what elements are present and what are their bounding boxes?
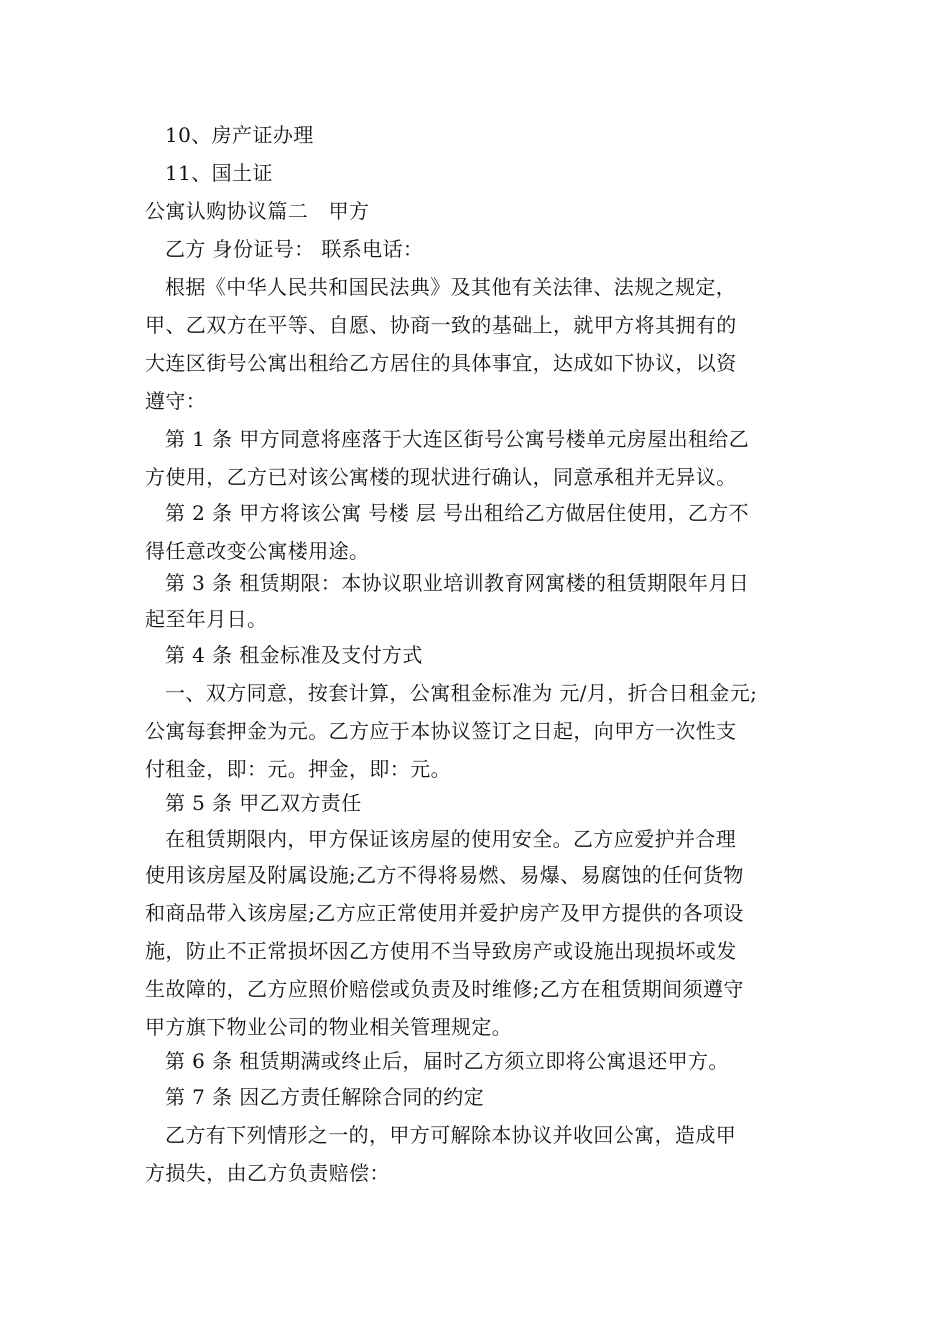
paragraph-line: 付租金，即：元。押金，即：元。 — [145, 757, 451, 781]
paragraph-line: 大连区街号公寓出租给乙方居住的具体事宜，达成如下协议，以资 — [145, 351, 737, 375]
paragraph-line: 施，防止不正常损坏因乙方使用不当导致房产或设施出现损坏或发 — [145, 939, 737, 963]
party-b-info: 乙方 身份证号： 联系电话： — [165, 237, 424, 261]
article-2: 第 2 条 甲方将该公寓 号楼 层 号出租给乙方做居住使用，乙方不 — [165, 501, 750, 525]
paragraph-line: 遵守： — [145, 389, 207, 413]
article-4: 第 4 条 租金标准及支付方式 — [165, 643, 423, 667]
article-1: 第 1 条 甲方同意将座落于大连区街号公寓号楼单元房屋出租给乙 — [165, 427, 750, 451]
paragraph-line: 甲方旗下物业公司的物业相关管理规定。 — [145, 1015, 513, 1039]
list-item-land-certificate: 11、国土证 — [165, 161, 273, 185]
paragraph-line: 甲、乙双方在平等、自愿、协商一致的基础上，就甲方将其拥有的 — [145, 313, 737, 337]
paragraph-line: 和商品带入该房屋;乙方应正常使用并爱护房产及甲方提供的各项设 — [145, 901, 744, 925]
paragraph-line: 一、双方同意，按套计算，公寓租金标准为 元/月，折合日租金元; — [165, 681, 758, 705]
paragraph-line: 生故障的，乙方应照价赔偿或负责及时维修;乙方在租赁期间须遵守 — [145, 977, 744, 1001]
paragraph-line: 在租赁期限内，甲方保证该房屋的使用安全。乙方应爱护并合理 — [165, 827, 737, 851]
article-7: 第 7 条 因乙方责任解除合同的约定 — [165, 1085, 484, 1109]
paragraph-line: 方损失，由乙方负责赔偿： — [145, 1161, 390, 1185]
list-item-property-certificate: 10、房产证办理 — [165, 123, 314, 147]
paragraph-line: 起至年月日。 — [145, 607, 268, 631]
paragraph-line: 得任意改变公寓楼用途。 — [145, 539, 370, 563]
paragraph-line: 方使用，乙方已对该公寓楼的现状进行确认，同意承租并无异议。 — [145, 465, 737, 489]
article-6: 第 6 条 租赁期满或终止后，届时乙方须立即将公寓退还甲方。 — [165, 1049, 729, 1073]
article-3: 第 3 条 租赁期限：本协议职业培训教育网寓楼的租赁期限年月日 — [165, 571, 750, 595]
section-heading: 公寓认购协议篇二 甲方 — [145, 199, 370, 223]
paragraph-line: 公寓每套押金为元。乙方应于本协议签订之日起，向甲方一次性支 — [145, 719, 737, 743]
paragraph-line: 根据《中华人民共和国民法典》及其他有关法律、法规之规定， — [165, 275, 737, 299]
paragraph-line: 使用该房屋及附属设施;乙方不得将易燃、易爆、易腐蚀的任何货物 — [145, 863, 744, 887]
paragraph-line: 乙方有下列情形之一的，甲方可解除本协议并收回公寓，造成甲 — [165, 1123, 737, 1147]
article-5: 第 5 条 甲乙双方责任 — [165, 791, 362, 815]
